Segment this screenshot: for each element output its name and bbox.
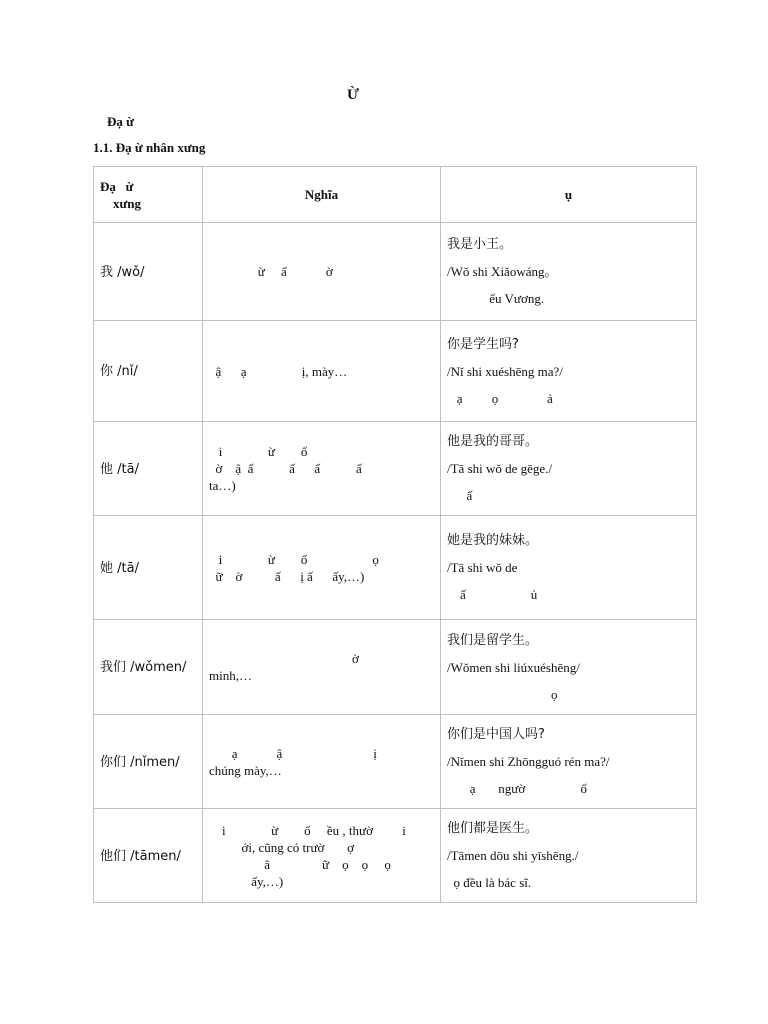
example-translation: ọ đều là bác sĩ. <box>447 875 532 890</box>
table-row <box>94 715 697 809</box>
example-hanzi: 他们都是医生。 <box>447 821 539 836</box>
pronoun-text: 我们 /wǒmen/ <box>100 660 187 675</box>
example-cell <box>441 516 697 620</box>
meaning-cell: ừ ấ ờ <box>203 223 441 321</box>
example-cell <box>441 620 697 715</box>
table-row <box>94 809 697 903</box>
pronoun-cell <box>94 422 203 516</box>
example-pinyin: /Wǒmen shi liúxuéshēng/ <box>447 659 580 675</box>
pronoun-cell <box>94 223 203 321</box>
example-translation: ấ ủ <box>447 587 538 602</box>
table-row <box>94 321 697 422</box>
pronoun-cell <box>94 620 203 715</box>
example-hanzi: 她是我的妹妹。 <box>447 533 539 548</box>
example-cell <box>441 422 697 516</box>
meaning-cell: ạ ậ ị chúng mày,… <box>203 715 441 809</box>
example-pinyin: /Tāmen dōu shi yīshēng./ <box>447 848 579 863</box>
example-pinyin: /Tā shi wǒ de <box>447 560 518 575</box>
page-heading: Ừ <box>347 87 359 103</box>
meaning-cell: i ừ ổ ều , thườ i ới, cũng có trườ ợ â ữ ọ ọ ọ ấy,…) <box>203 809 441 903</box>
table-row <box>94 223 697 321</box>
table-row <box>94 422 697 516</box>
subsection-heading: 1.1. Đạ ừ nhân xưng <box>93 140 206 155</box>
pronoun-text: 你 /nǐ/ <box>100 364 138 379</box>
pronoun-cell <box>94 321 203 422</box>
meaning-cell: ờ minh,… <box>203 620 441 715</box>
example-cell <box>441 223 697 321</box>
example-translation: ấ <box>447 488 473 503</box>
example-hanzi: 你是学生吗? <box>447 336 519 352</box>
pronoun-text: 我 /wǒ/ <box>100 264 145 280</box>
pronoun-text: 他们 /tāmen/ <box>100 848 181 864</box>
example-translation: ạ ọ ả <box>447 390 553 406</box>
pronoun-text: 他 /tā/ <box>100 461 139 477</box>
section-heading: Đạ ừ <box>107 114 134 129</box>
table-body <box>94 223 697 903</box>
column-header-pronoun: Đạ ừ xưng <box>94 167 203 223</box>
example-pinyin: /Nǐ shi xuéshēng ma?/ <box>447 363 563 379</box>
table-row <box>94 620 697 715</box>
example-hanzi: 你们是中国人吗? <box>447 727 545 742</box>
column-header-meaning: Nghĩa <box>203 167 441 223</box>
table-row <box>94 516 697 620</box>
example-pinyin: /Wǒ shi Xiǎowáng。 <box>447 264 558 279</box>
example-cell <box>441 715 697 809</box>
example-cell <box>441 321 697 422</box>
table-header-row <box>94 167 697 223</box>
example-hanzi: 我们是留学生。 <box>447 632 539 648</box>
pronoun-cell <box>94 809 203 903</box>
example-translation: ọ <box>447 686 558 702</box>
example-translation: ểu Vương. <box>447 291 545 306</box>
pronoun-text: 她 /tā/ <box>100 560 139 576</box>
example-hanzi: 他是我的哥哥。 <box>447 434 539 449</box>
example-translation: ạ ngườ ố <box>447 781 587 796</box>
meaning-cell: i ừ ổ ọ ữ ờ ấ ị ấ ấy,…) <box>203 516 441 620</box>
pronoun-cell <box>94 516 203 620</box>
example-hanzi: 我是小王。 <box>447 237 513 252</box>
example-pinyin: /Nǐmen shi Zhōngguó rén ma?/ <box>447 754 610 769</box>
pronoun-table <box>93 166 697 903</box>
meaning-cell: i ừ ổ ờ ậ ấ ấ ấ ấ ta…) <box>203 422 441 516</box>
pronoun-cell <box>94 715 203 809</box>
example-pinyin: /Tā shi wǒ de gēge./ <box>447 461 553 476</box>
example-cell <box>441 809 697 903</box>
pronoun-text: 你们 /nǐmen/ <box>100 754 180 770</box>
column-header-example: ụ <box>441 167 697 223</box>
meaning-cell: ậ ạ ị, mày… <box>203 321 441 422</box>
